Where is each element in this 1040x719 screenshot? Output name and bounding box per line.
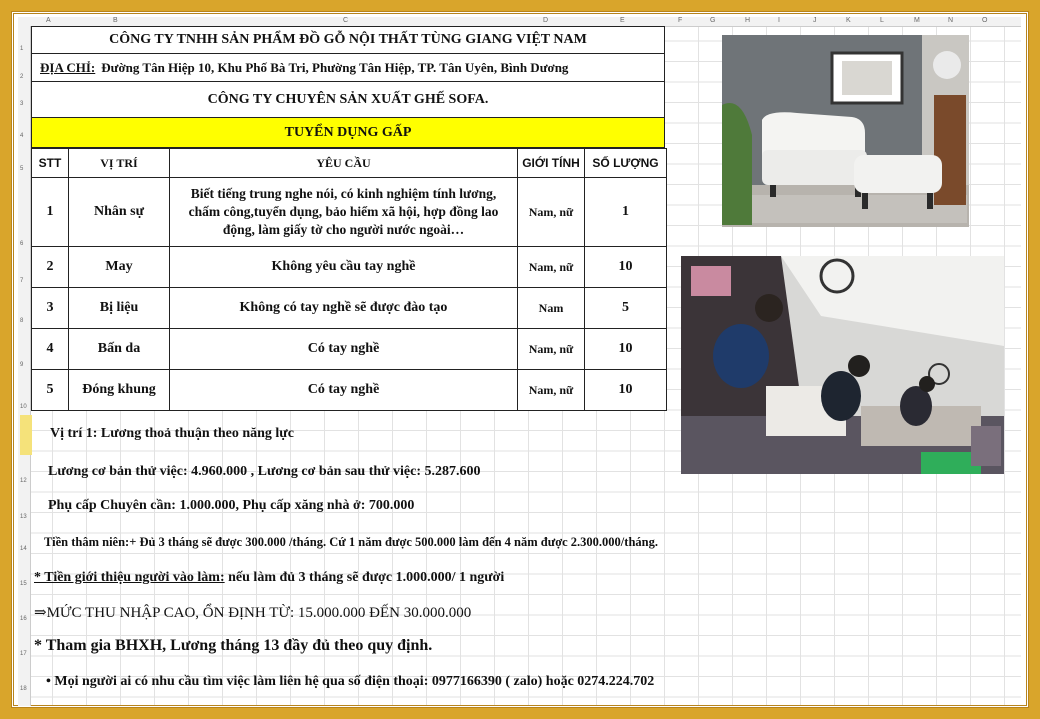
table-row bbox=[32, 288, 667, 329]
note-contact: • Mọi người ai có nhu cầu tìm việc làm liên hệ qua số điện thoại: 0977166390 ( zalo) hoặc 0274.224.702 bbox=[46, 674, 655, 689]
row-requirement: Biết tiếng trung nghe nói, có kinh nghiệm tính lương, chấm công,tuyển dụng, bảo hiểm xã hội, hợp đồng lao động, làm giấy tờ cho người nước ngoài… bbox=[170, 178, 518, 247]
header-stt: STT bbox=[32, 149, 69, 178]
row-position: Bị liệu bbox=[69, 288, 170, 329]
table-row bbox=[32, 247, 667, 288]
row-quantity: 5 bbox=[585, 288, 667, 329]
table-row bbox=[32, 329, 667, 370]
header-requirement: YÊU CẦU bbox=[170, 149, 518, 178]
row-position: Nhân sự bbox=[69, 178, 170, 247]
row-position: May bbox=[69, 247, 170, 288]
row-gender: Nam bbox=[518, 288, 585, 329]
header-position: VỊ TRÍ bbox=[69, 149, 170, 178]
note-income: ⇒MỨC THU NHẬP CAO, ỔN ĐỊNH TỪ: 15.000.000 ĐẾN 30.000.000 bbox=[34, 605, 472, 621]
note-seniority: Tiền thâm niên:+ Đủ 3 tháng sẽ được 300.000 /tháng. Cứ 1 năm được 500.000 làm đến 4 năm được 2.300.000/tháng. bbox=[44, 535, 658, 549]
row-gender: Nam, nữ bbox=[518, 370, 585, 411]
address-label: ĐỊA CHỈ: bbox=[40, 59, 96, 75]
header-gender: GIỚI TÍNH bbox=[518, 149, 585, 178]
header-quantity: SỐ LƯỢNG bbox=[585, 149, 667, 178]
row-requirement: Có tay nghề bbox=[170, 329, 518, 370]
row-stt: 4 bbox=[32, 329, 69, 370]
jobs-table bbox=[31, 148, 667, 411]
row-gender: Nam, nữ bbox=[518, 247, 585, 288]
note-salary: Lương cơ bản thử việc: 4.960.000 , Lương cơ bản sau thử việc: 5.287.600 bbox=[48, 464, 481, 479]
row-quantity: 10 bbox=[585, 247, 667, 288]
row-stt: 3 bbox=[32, 288, 69, 329]
address-text: Đường Tân Hiệp 10, Khu Phố Bà Tri, Phường Tân Hiệp, TP. Tân Uyên, Bình Dương bbox=[101, 59, 569, 75]
table-row bbox=[32, 178, 667, 247]
workshop-photo bbox=[681, 256, 1004, 474]
note-referral bbox=[34, 570, 504, 586]
table-header-row bbox=[32, 149, 667, 178]
urgent-title: TUYỂN DỤNG GẤP bbox=[31, 118, 665, 148]
row-requirement: Có tay nghề bbox=[170, 370, 518, 411]
row-position: Đóng khung bbox=[69, 370, 170, 411]
row-quantity: 10 bbox=[585, 329, 667, 370]
row-gender: Nam, nữ bbox=[518, 329, 585, 370]
row-highlight bbox=[20, 415, 32, 455]
row-gender: Nam, nữ bbox=[518, 178, 585, 247]
table-row bbox=[32, 370, 667, 411]
row-requirement: Không có tay nghề sẽ được đào tạo bbox=[170, 288, 518, 329]
referral-label: * Tiền giới thiệu người vào làm: bbox=[34, 570, 225, 585]
company-name: CÔNG TY TNHH SẢN PHẨM ĐỒ GỖ NỘI THẤT TÙNG GIANG VIỆT NAM bbox=[31, 26, 665, 54]
sofa-product-photo bbox=[722, 35, 969, 227]
referral-text: nếu làm đủ 3 tháng sẽ được 1.000.000/ 1 người bbox=[224, 570, 505, 585]
note-insurance: * Tham gia BHXH, Lương tháng 13 đầy đủ theo quy định. bbox=[34, 637, 433, 654]
note-position1: Vị trí 1: Lương thoả thuận theo năng lực bbox=[50, 426, 294, 441]
row-quantity: 10 bbox=[585, 370, 667, 411]
row-stt: 1 bbox=[32, 178, 69, 247]
specialty-text: CÔNG TY CHUYÊN SẢN XUẤT GHẾ SOFA. bbox=[31, 82, 665, 118]
note-allowance: Phụ cấp Chuyên cần: 1.000.000, Phụ cấp xăng nhà ở: 700.000 bbox=[48, 498, 415, 513]
row-requirement: Không yêu cầu tay nghề bbox=[170, 247, 518, 288]
row-stt: 5 bbox=[32, 370, 69, 411]
address-row bbox=[31, 54, 665, 82]
row-headers: 1 2 3 4 5 6 7 8 9 10 12 13 14 15 16 17 18 bbox=[18, 26, 31, 706]
row-position: Bấn da bbox=[69, 329, 170, 370]
row-quantity: 1 bbox=[585, 178, 667, 247]
column-headers: A B C D E F G H I J K L M N O bbox=[18, 17, 1021, 27]
row-stt: 2 bbox=[32, 247, 69, 288]
